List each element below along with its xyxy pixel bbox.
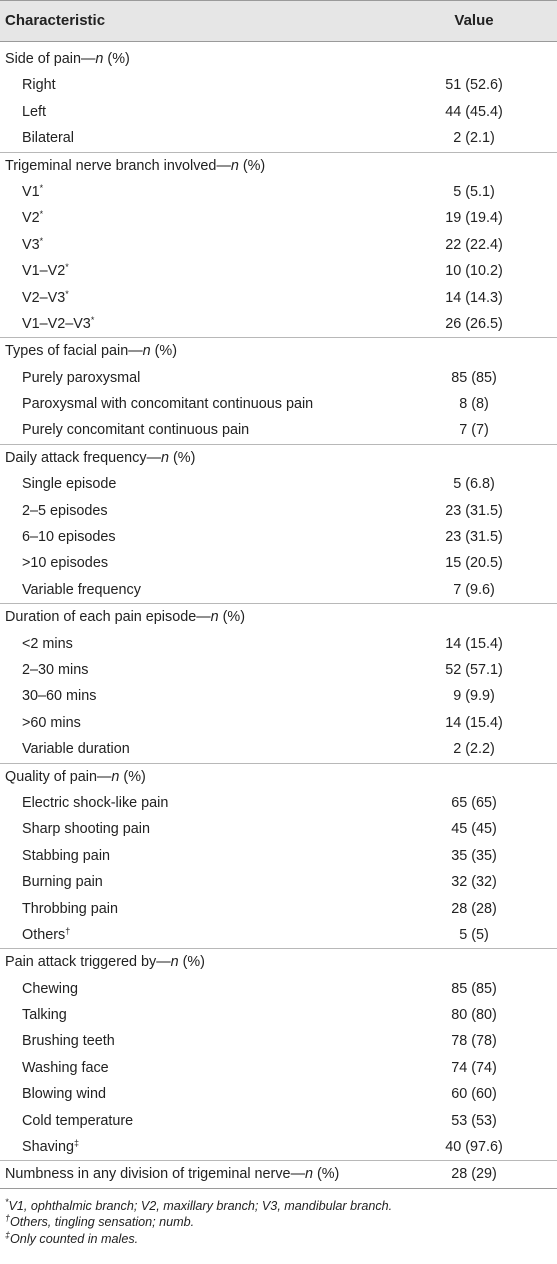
footnote-mark: † <box>5 1213 11 1224</box>
footnote <box>5 1214 557 1231</box>
row-label <box>22 179 43 205</box>
dash-separator: — <box>156 954 171 971</box>
label-text: 30–60 mins <box>22 688 97 705</box>
table-row <box>0 311 557 337</box>
header-characteristic: Characteristic <box>5 12 106 29</box>
label-text: Purely paroxysmal <box>22 369 141 386</box>
table-row <box>0 125 557 151</box>
footnote-mark: ‡ <box>74 1138 80 1149</box>
label-text: Throbbing pain <box>22 900 119 917</box>
n-symbol: n <box>142 343 151 360</box>
table-row <box>0 498 557 524</box>
row-value: 14 (14.3) <box>445 289 503 306</box>
dash-separator: — <box>196 609 211 626</box>
table-row <box>0 790 557 816</box>
row-value: 78 (78) <box>451 1033 497 1050</box>
row-label <box>22 417 249 443</box>
n-symbol: n <box>230 157 239 174</box>
percent-suffix: (%) <box>218 609 246 626</box>
table-row <box>0 896 557 922</box>
category-label <box>5 445 195 471</box>
category-label <box>5 764 146 790</box>
label-text: Stabbing pain <box>22 847 111 864</box>
dash-separator: — <box>290 1166 305 1183</box>
row-label <box>22 72 56 98</box>
row-label <box>22 790 168 816</box>
table-row <box>0 577 557 603</box>
table-row <box>0 205 557 231</box>
row-label <box>22 391 313 417</box>
category-label <box>5 1161 339 1187</box>
row-value: 85 (85) <box>451 980 497 997</box>
table-row <box>0 391 557 417</box>
label-text: Types of facial pain <box>5 343 129 360</box>
category-label <box>5 46 130 72</box>
row-value: 44 (45.4) <box>445 103 503 120</box>
category-row <box>0 1160 557 1188</box>
label-text: V3 <box>22 236 40 253</box>
table-row <box>0 1081 557 1107</box>
row-label <box>22 471 116 497</box>
percent-suffix: (%) <box>312 1166 340 1183</box>
table-row <box>0 1002 557 1028</box>
label-text: Numbness in any division of trigeminal nerve <box>5 1166 291 1183</box>
label-text: Burning pain <box>22 874 103 891</box>
category-row <box>0 444 557 471</box>
footnote <box>5 1198 557 1215</box>
row-value: 40 (97.6) <box>445 1139 503 1156</box>
label-text: Chewing <box>22 980 78 997</box>
table-row <box>0 1028 557 1054</box>
footnote <box>5 1231 557 1248</box>
label-text: Daily attack frequency <box>5 449 147 466</box>
table-row <box>0 976 557 1002</box>
row-value: 5 (5) <box>459 926 489 943</box>
label-text: Bilateral <box>22 130 74 147</box>
dash-separator: — <box>128 343 143 360</box>
row-value: 2 (2.2) <box>453 741 495 758</box>
row-label <box>22 99 46 125</box>
label-text: Pain attack triggered by <box>5 954 157 971</box>
row-value: 60 (60) <box>451 1086 497 1103</box>
label-text: Left <box>22 103 47 120</box>
row-value: 22 (22.4) <box>445 236 503 253</box>
n-symbol: n <box>170 954 179 971</box>
row-label <box>22 869 103 895</box>
row-label <box>22 1028 115 1054</box>
row-label <box>22 843 110 869</box>
table-row <box>0 417 557 443</box>
row-value: 5 (5.1) <box>453 183 495 200</box>
percent-suffix: (%) <box>150 343 177 360</box>
label-text: V1–V2–V3 <box>22 315 91 332</box>
table-footnotes <box>0 1189 557 1248</box>
label-text: Cold temperature <box>22 1112 134 1129</box>
footnote-mark: * <box>65 288 69 299</box>
row-label <box>22 976 78 1002</box>
table-row <box>0 631 557 657</box>
footnote-text: Others, tingling sensation; numb. <box>10 1215 195 1230</box>
row-label <box>22 550 108 576</box>
table-row <box>0 258 557 284</box>
category-label <box>5 338 177 364</box>
row-label <box>22 657 88 683</box>
row-label <box>22 285 69 311</box>
row-value: 74 (74) <box>451 1059 497 1076</box>
percent-suffix: (%) <box>238 157 266 174</box>
row-value: 14 (15.4) <box>445 635 503 652</box>
percent-suffix: (%) <box>119 768 146 785</box>
n-symbol: n <box>210 609 219 626</box>
dash-separator: — <box>81 51 96 67</box>
row-label <box>22 258 69 284</box>
row-value: 53 (53) <box>451 1112 497 1129</box>
category-label <box>5 949 205 975</box>
label-text: Right <box>22 77 56 94</box>
row-value: 26 (26.5) <box>445 315 503 332</box>
row-label <box>22 1055 109 1081</box>
label-text: V2 <box>22 210 40 227</box>
row-value: 51 (52.6) <box>445 77 503 94</box>
n-symbol: n <box>95 51 104 67</box>
row-label <box>22 311 94 337</box>
row-label <box>22 736 130 762</box>
category-row <box>0 46 557 72</box>
row-value: 28 (29) <box>451 1166 497 1183</box>
table-row <box>0 72 557 98</box>
row-value: 7 (9.6) <box>453 581 495 598</box>
row-value: 52 (57.1) <box>445 661 503 678</box>
table-row <box>0 471 557 497</box>
row-value: 8 (8) <box>459 396 489 413</box>
label-text: V2–V3 <box>22 289 66 306</box>
row-value: 5 (6.8) <box>453 476 495 493</box>
row-label <box>22 631 73 657</box>
table-body <box>0 42 557 1189</box>
category-row <box>0 337 557 364</box>
label-text: 2–30 mins <box>22 661 89 678</box>
footnote-mark: * <box>39 209 44 220</box>
label-text: Variable frequency <box>22 581 141 598</box>
row-label <box>22 577 141 603</box>
row-label <box>22 816 150 842</box>
row-value: 15 (20.5) <box>445 555 503 572</box>
category-label <box>5 604 245 630</box>
row-value: 7 (7) <box>459 422 489 439</box>
table-row <box>0 657 557 683</box>
row-label <box>22 125 74 151</box>
row-label <box>22 1134 79 1160</box>
label-text: Quality of pain <box>5 768 97 785</box>
row-label <box>22 232 43 258</box>
row-value: 14 (15.4) <box>445 714 503 731</box>
row-value: 2 (2.1) <box>453 130 495 147</box>
label-text: Shaving <box>22 1139 75 1156</box>
table-row <box>0 843 557 869</box>
category-row <box>0 763 557 790</box>
row-label <box>22 1081 106 1107</box>
table-row <box>0 99 557 125</box>
dash-separator: — <box>216 157 231 174</box>
n-symbol: n <box>111 768 120 785</box>
label-text: Trigeminal nerve branch involved <box>5 157 217 174</box>
label-text: Side of pain <box>5 51 82 67</box>
row-label <box>22 710 81 736</box>
footnote-mark: * <box>65 262 69 273</box>
row-value: 32 (32) <box>451 874 497 891</box>
table-row <box>0 179 557 205</box>
row-label <box>22 498 108 524</box>
footnote-mark: * <box>5 1196 9 1207</box>
table-row <box>0 1055 557 1081</box>
row-label <box>22 1108 133 1134</box>
table-row <box>0 816 557 842</box>
table-row <box>0 285 557 311</box>
label-text: Electric shock-like pain <box>22 794 169 811</box>
row-label <box>22 683 96 709</box>
footnote-text: V1, ophthalmic branch; V2, maxillary branch; V3, mandibular branch. <box>8 1198 393 1213</box>
label-text: Others <box>22 926 66 943</box>
footnote-mark: * <box>39 235 44 246</box>
category-row <box>0 948 557 975</box>
table-row <box>0 736 557 762</box>
row-value: 23 (31.5) <box>445 502 503 519</box>
row-value: 85 (85) <box>451 369 497 386</box>
label-text: Blowing wind <box>22 1086 106 1103</box>
table-row <box>0 683 557 709</box>
label-text: <2 mins <box>22 635 73 652</box>
row-value: 23 (31.5) <box>445 529 503 546</box>
row-label <box>22 896 118 922</box>
footnote-text: Only counted in males. <box>10 1231 139 1246</box>
label-text: Duration of each pain episode <box>5 609 197 626</box>
table-row <box>0 1134 557 1160</box>
label-text: >60 mins <box>22 714 81 731</box>
percent-suffix: (%) <box>103 51 130 67</box>
label-text: 6–10 episodes <box>22 529 116 546</box>
footnote-mark: ‡ <box>5 1229 11 1240</box>
row-label <box>22 1002 67 1028</box>
label-text: Purely concomitant continuous pain <box>22 422 250 439</box>
footnote-mark: † <box>65 925 71 936</box>
table-row <box>0 710 557 736</box>
dash-separator: — <box>97 768 112 785</box>
row-value: 65 (65) <box>451 794 497 811</box>
row-value: 9 (9.9) <box>453 688 495 705</box>
label-text: 2–5 episodes <box>22 502 108 519</box>
row-label <box>22 922 70 948</box>
table-row <box>0 922 557 948</box>
label-text: Sharp shooting pain <box>22 821 151 838</box>
label-text: Brushing teeth <box>22 1033 115 1050</box>
table-row <box>0 524 557 550</box>
label-text: Variable duration <box>22 741 130 758</box>
label-text: Single episode <box>22 476 117 493</box>
row-value: 10 (10.2) <box>445 263 503 280</box>
n-symbol: n <box>160 449 169 466</box>
label-text: V1–V2 <box>22 263 66 280</box>
row-label <box>22 365 140 391</box>
table-row <box>0 365 557 391</box>
label-text: Talking <box>22 1007 67 1024</box>
table-header <box>0 0 557 42</box>
footnote-mark: * <box>39 182 44 193</box>
table-row <box>0 869 557 895</box>
table-row <box>0 550 557 576</box>
label-text: V1 <box>22 183 40 200</box>
label-text: >10 episodes <box>22 555 109 572</box>
label-text: Washing face <box>22 1059 109 1076</box>
row-value: 35 (35) <box>451 847 497 864</box>
row-value: 45 (45) <box>451 821 497 838</box>
row-value: 19 (19.4) <box>445 210 503 227</box>
percent-suffix: (%) <box>168 449 196 466</box>
category-row <box>0 603 557 630</box>
row-label <box>22 524 116 550</box>
category-row <box>0 152 557 179</box>
dash-separator: — <box>146 449 161 466</box>
category-label <box>5 153 265 179</box>
label-text: Paroxysmal with concomitant continuous pain <box>22 396 314 413</box>
table-row <box>0 1108 557 1134</box>
header-value: Value <box>454 12 494 29</box>
row-value: 28 (28) <box>451 900 497 917</box>
row-label <box>22 205 43 231</box>
percent-suffix: (%) <box>178 954 205 971</box>
row-value: 80 (80) <box>451 1007 497 1024</box>
n-symbol: n <box>304 1166 313 1183</box>
footnote-mark: * <box>90 314 95 325</box>
table-row <box>0 232 557 258</box>
